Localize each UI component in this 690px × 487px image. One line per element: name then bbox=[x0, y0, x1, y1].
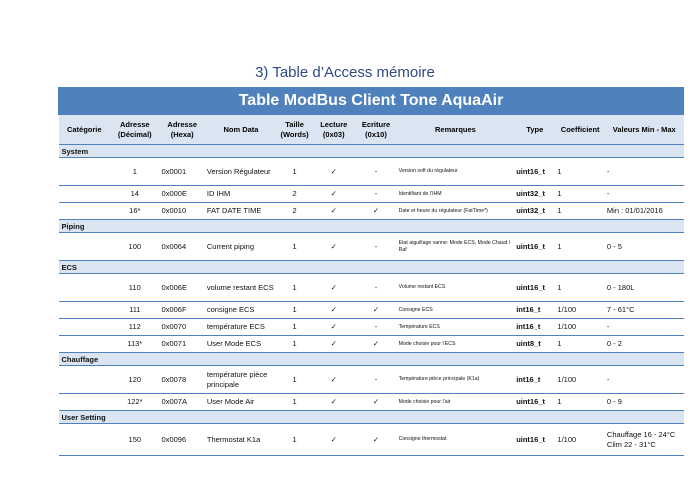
cell-lecture: ✓ bbox=[312, 424, 355, 456]
cell-nom-data: ID IHM bbox=[205, 186, 277, 203]
cell-coefficient: 1 bbox=[555, 394, 604, 411]
cell-valeurs: 0 - 9 bbox=[605, 394, 684, 411]
cell-adresse-hexa: 0x0078 bbox=[160, 366, 205, 394]
cell-ecriture: - bbox=[355, 233, 396, 261]
cell-nom-data: Current piping bbox=[205, 233, 277, 261]
cell-categorie bbox=[59, 319, 111, 336]
cell-taille: 1 bbox=[277, 274, 312, 302]
cell-adresse-hexa: 0x0064 bbox=[160, 233, 205, 261]
table-body bbox=[59, 145, 684, 456]
cell-valeurs: - bbox=[605, 158, 684, 186]
cell-adresse-hexa: 0x0001 bbox=[160, 158, 205, 186]
table-row bbox=[59, 203, 684, 220]
cell-lecture: ✓ bbox=[312, 158, 355, 186]
col-adresse-decimal: Adresse (Décimal) bbox=[110, 115, 159, 145]
cell-adresse-decimal: 150 bbox=[110, 424, 159, 456]
modbus-table bbox=[58, 87, 684, 456]
cell-ecriture: ✓ bbox=[355, 203, 396, 220]
cell-coefficient: 1/100 bbox=[555, 366, 604, 394]
col-ecriture: Ecriture (0x10) bbox=[355, 115, 396, 145]
cell-nom-data: température pièce principale bbox=[205, 366, 277, 394]
cell-nom-data: Thermostat K1a bbox=[205, 424, 277, 456]
category-row bbox=[59, 145, 684, 158]
cell-adresse-hexa: 0x007A bbox=[160, 394, 205, 411]
cell-lecture: ✓ bbox=[312, 186, 355, 203]
cell-remarques: Température pièce principale (K1a) bbox=[397, 366, 515, 394]
cell-categorie bbox=[59, 302, 111, 319]
cell-valeurs: Chauffage 16 - 24°C Clim 22 - 31°C bbox=[605, 424, 684, 456]
cell-ecriture: ✓ bbox=[355, 424, 396, 456]
col-taille: Taille (Words) bbox=[277, 115, 312, 145]
category-label: ECS bbox=[59, 261, 684, 274]
table-row bbox=[59, 274, 684, 302]
cell-ecriture: - bbox=[355, 274, 396, 302]
cell-coefficient: 1 bbox=[555, 274, 604, 302]
cell-adresse-decimal: 100 bbox=[110, 233, 159, 261]
category-row bbox=[59, 411, 684, 424]
table-row bbox=[59, 336, 684, 353]
cell-type: uint32_t bbox=[514, 186, 555, 203]
cell-nom-data: Version Régulateur bbox=[205, 158, 277, 186]
col-coefficient: Coefficient bbox=[555, 115, 604, 145]
cell-ecriture: - bbox=[355, 158, 396, 186]
section-title: 3) Table d’Access mémoire bbox=[255, 64, 435, 81]
cell-remarques: Mode choisie pour l’air bbox=[397, 394, 515, 411]
cell-adresse-decimal: 110 bbox=[110, 274, 159, 302]
cell-categorie bbox=[59, 366, 111, 394]
cell-adresse-decimal: 113* bbox=[110, 336, 159, 353]
cell-adresse-hexa: 0x0010 bbox=[160, 203, 205, 220]
category-label: Piping bbox=[59, 220, 684, 233]
category-label: System bbox=[59, 145, 684, 158]
cell-type: uint16_t bbox=[514, 233, 555, 261]
cell-nom-data: User Mode ECS bbox=[205, 336, 277, 353]
cell-categorie bbox=[59, 424, 111, 456]
cell-lecture: ✓ bbox=[312, 336, 355, 353]
table-row bbox=[59, 319, 684, 336]
cell-categorie bbox=[59, 158, 111, 186]
cell-ecriture: - bbox=[355, 366, 396, 394]
cell-remarques: Etat aiguillage vanne: Mode ECS, Mode Chaud / Raf bbox=[397, 233, 515, 261]
category-label: User Setting bbox=[59, 411, 684, 424]
category-row bbox=[59, 220, 684, 233]
table-row bbox=[59, 158, 684, 186]
table-row bbox=[59, 233, 684, 261]
col-remarques: Remarques bbox=[397, 115, 515, 145]
cell-taille: 1 bbox=[277, 424, 312, 456]
cell-adresse-decimal: 112 bbox=[110, 319, 159, 336]
cell-nom-data: FAT DATE TIME bbox=[205, 203, 277, 220]
cell-adresse-hexa: 0x0070 bbox=[160, 319, 205, 336]
table-row bbox=[59, 424, 684, 456]
cell-lecture: ✓ bbox=[312, 302, 355, 319]
cell-nom-data: User Mode Air bbox=[205, 394, 277, 411]
cell-adresse-decimal: 122* bbox=[110, 394, 159, 411]
cell-type: int16_t bbox=[514, 366, 555, 394]
col-categorie: Catégorie bbox=[59, 115, 111, 145]
table-title: Table ModBus Client Tone AquaAir bbox=[59, 88, 684, 115]
cell-taille: 1 bbox=[277, 319, 312, 336]
cell-adresse-hexa: 0x0071 bbox=[160, 336, 205, 353]
col-nom-data: Nom Data bbox=[205, 115, 277, 145]
table-row bbox=[59, 302, 684, 319]
cell-adresse-hexa: 0x000E bbox=[160, 186, 205, 203]
cell-taille: 1 bbox=[277, 394, 312, 411]
table-row bbox=[59, 186, 684, 203]
cell-ecriture: ✓ bbox=[355, 394, 396, 411]
cell-nom-data: température ECS bbox=[205, 319, 277, 336]
table-row bbox=[59, 366, 684, 394]
cell-adresse-decimal: 16* bbox=[110, 203, 159, 220]
cell-coefficient: 1 bbox=[555, 233, 604, 261]
cell-valeurs: 0 - 5 bbox=[605, 233, 684, 261]
cell-valeurs: 0 - 180L bbox=[605, 274, 684, 302]
cell-valeurs: 0 - 2 bbox=[605, 336, 684, 353]
cell-remarques: Température ECS bbox=[397, 319, 515, 336]
cell-coefficient: 1/100 bbox=[555, 319, 604, 336]
category-row bbox=[59, 261, 684, 274]
cell-categorie bbox=[59, 336, 111, 353]
cell-remarques: Identifiant de l’IHM bbox=[397, 186, 515, 203]
cell-lecture: ✓ bbox=[312, 394, 355, 411]
cell-categorie bbox=[59, 394, 111, 411]
cell-type: uint8_t bbox=[514, 336, 555, 353]
cell-categorie bbox=[59, 186, 111, 203]
cell-ecriture: - bbox=[355, 319, 396, 336]
cell-coefficient: 1 bbox=[555, 158, 604, 186]
cell-remarques: Version soft du régulateur bbox=[397, 158, 515, 186]
cell-remarques: Volume restant ECS bbox=[397, 274, 515, 302]
cell-adresse-hexa: 0x006E bbox=[160, 274, 205, 302]
cell-ecriture: ✓ bbox=[355, 336, 396, 353]
col-type: Type bbox=[514, 115, 555, 145]
cell-type: int16_t bbox=[514, 319, 555, 336]
cell-ecriture: - bbox=[355, 186, 396, 203]
cell-lecture: ✓ bbox=[312, 319, 355, 336]
cell-categorie bbox=[59, 203, 111, 220]
category-row bbox=[59, 353, 684, 366]
cell-valeurs: - bbox=[605, 186, 684, 203]
cell-taille: 2 bbox=[277, 203, 312, 220]
cell-lecture: ✓ bbox=[312, 203, 355, 220]
cell-coefficient: 1/100 bbox=[555, 302, 604, 319]
cell-adresse-hexa: 0x0096 bbox=[160, 424, 205, 456]
cell-adresse-decimal: 14 bbox=[110, 186, 159, 203]
cell-remarques: Consigne thermostat bbox=[397, 424, 515, 456]
cell-valeurs: - bbox=[605, 366, 684, 394]
cell-adresse-decimal: 111 bbox=[110, 302, 159, 319]
cell-lecture: ✓ bbox=[312, 274, 355, 302]
cell-type: uint16_t bbox=[514, 394, 555, 411]
cell-type: uint16_t bbox=[514, 424, 555, 456]
cell-nom-data: volume restant ECS bbox=[205, 274, 277, 302]
cell-valeurs: Min : 01/01/2016 bbox=[605, 203, 684, 220]
header-row bbox=[59, 115, 684, 145]
cell-coefficient: 1 bbox=[555, 336, 604, 353]
cell-categorie bbox=[59, 233, 111, 261]
cell-categorie bbox=[59, 274, 111, 302]
cell-remarques: Consigne ECS bbox=[397, 302, 515, 319]
cell-type: uint16_t bbox=[514, 158, 555, 186]
cell-taille: 2 bbox=[277, 186, 312, 203]
cell-nom-data: consigne ECS bbox=[205, 302, 277, 319]
cell-adresse-decimal: 1 bbox=[110, 158, 159, 186]
cell-adresse-hexa: 0x006F bbox=[160, 302, 205, 319]
category-label: Chauffage bbox=[59, 353, 684, 366]
cell-lecture: ✓ bbox=[312, 366, 355, 394]
cell-lecture: ✓ bbox=[312, 233, 355, 261]
cell-type: uint32_t bbox=[514, 203, 555, 220]
cell-taille: 1 bbox=[277, 233, 312, 261]
cell-coefficient: 1 bbox=[555, 186, 604, 203]
cell-type: int16_t bbox=[514, 302, 555, 319]
col-valeurs: Valeurs Min - Max bbox=[605, 115, 684, 145]
cell-adresse-decimal: 120 bbox=[110, 366, 159, 394]
cell-valeurs: 7 - 61°C bbox=[605, 302, 684, 319]
cell-coefficient: 1 bbox=[555, 203, 604, 220]
cell-remarques: Mode choisie pour l’ECS bbox=[397, 336, 515, 353]
cell-taille: 1 bbox=[277, 366, 312, 394]
cell-remarques: Date et heure du régulateur (FatTime*) bbox=[397, 203, 515, 220]
table-row bbox=[59, 394, 684, 411]
col-lecture: Lecture (0x03) bbox=[312, 115, 355, 145]
cell-ecriture: ✓ bbox=[355, 302, 396, 319]
cell-type: uint16_t bbox=[514, 274, 555, 302]
cell-taille: 1 bbox=[277, 302, 312, 319]
cell-coefficient: 1/100 bbox=[555, 424, 604, 456]
cell-taille: 1 bbox=[277, 158, 312, 186]
cell-valeurs: - bbox=[605, 319, 684, 336]
cell-taille: 1 bbox=[277, 336, 312, 353]
col-adresse-hexa: Adresse (Hexa) bbox=[160, 115, 205, 145]
